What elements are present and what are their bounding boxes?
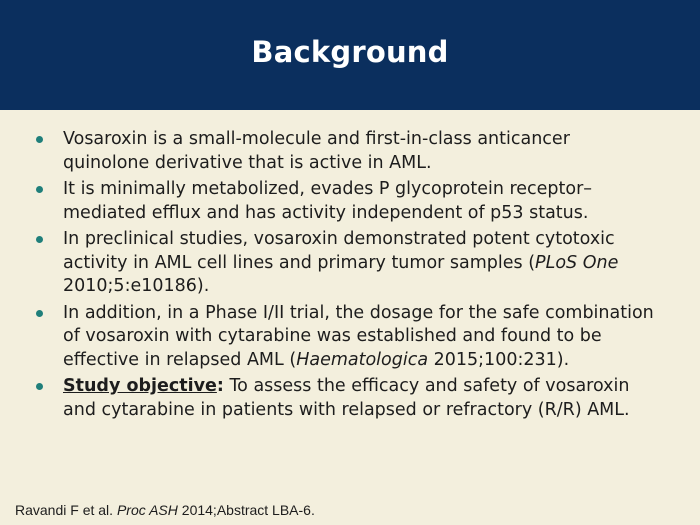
bullet-item [36, 228, 656, 299]
bullet-text-part: In addition, in a Phase I/II trial, the dosage for the safe combination of vosaroxin with cytarabine was established and found to be effective in relapsed AML ( [63, 302, 654, 370]
bullet-item-objective [36, 375, 656, 422]
bullet-dot-icon [36, 236, 43, 243]
slide-header [0, 0, 700, 110]
bullet-dot-icon [36, 383, 43, 390]
bullet-text-part: In preclinical studies, vosaroxin demonstrated potent cytotoxic activity in AML cell lines and primary tumor samples ( [63, 229, 615, 273]
slide-title: Background [251, 35, 449, 69]
journal-name: PLoS One [535, 252, 619, 273]
bullet-list [36, 128, 656, 425]
bullet-dot-icon [36, 186, 43, 193]
citation-part: Ravandi F et al. [15, 502, 117, 518]
bullet-text-part: To assess the efficacy and safety of vosaroxin and cytarabine in patients with relapsed or refractory (R/R) AML. [63, 376, 630, 420]
bullet-text: It is minimally metabolized, evades P glycoprotein receptor–mediated efflux and has activity independent of p53 status. [63, 179, 593, 223]
bullet-text [63, 376, 630, 420]
bullet-item [36, 178, 656, 225]
bullet-item [36, 128, 656, 175]
bullet-dot-icon [36, 136, 43, 143]
citation [15, 502, 315, 518]
bullet-text: Vosaroxin is a small-molecule and first-in-class anticancer quinolone derivative that is active in AML. [63, 129, 570, 173]
bullet-text [63, 229, 618, 296]
objective-colon: : [216, 376, 224, 396]
bullet-dot-icon [36, 310, 43, 317]
citation-journal: Proc ASH [116, 502, 178, 518]
bullet-text-part: 2010;5:e10186). [63, 276, 210, 296]
bullet-text [63, 303, 654, 370]
bullet-text-part: 2015;100:231). [428, 349, 570, 370]
bullet-item [36, 302, 656, 373]
objective-label: Study objective [63, 376, 217, 396]
journal-name: Haematologica [296, 349, 429, 370]
citation-part: 2014;Abstract LBA-6. [177, 502, 315, 518]
